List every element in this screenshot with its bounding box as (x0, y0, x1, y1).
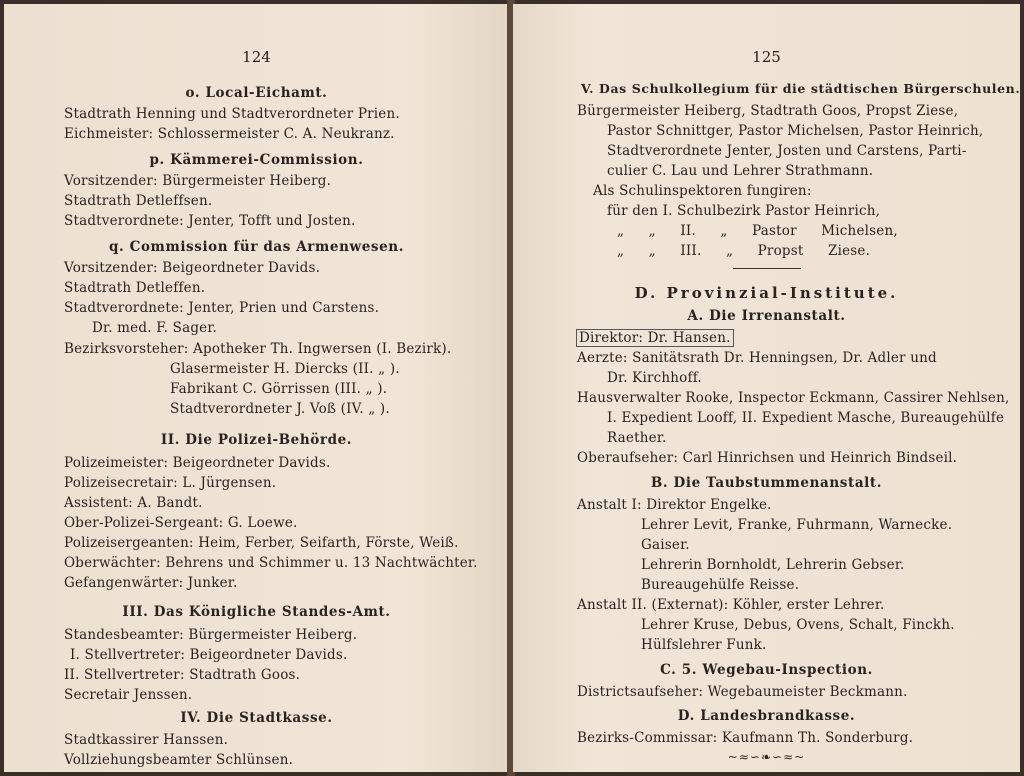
text-line: Raether. (607, 430, 667, 446)
text-line: „ „ II. „ Pastor Michelsen, (617, 223, 898, 239)
highlighted-text: Direktor: Dr. Hansen. (579, 330, 731, 346)
text-line: Eichmeister: Schlossermeister C. A. Neukranz. (64, 126, 395, 142)
text-line: Assistent: A. Bandt. (64, 495, 203, 511)
text-line: Hausverwalter Rooke, Inspector Eckmann, Cassirer Nehlsen, (577, 390, 1010, 406)
text-line: II. Stellvertreter: Stadtrath Goos. (64, 667, 301, 683)
text-line: Dr. med. F. Sager. (92, 320, 218, 336)
text-line: Lehrerin Bornholdt, Lehrerin Gebser. (641, 557, 905, 573)
text-line: Gefangenwärter: Junker. (64, 575, 238, 591)
text-line: Stadtrath Detleffen. (64, 280, 206, 296)
text-line: Secretair Jenssen. (64, 687, 193, 703)
section-title-p: p. Kämmerei-Commission. (149, 152, 364, 168)
text-line: Pastor Schnittger, Pastor Michelsen, Pastor Heinrich, (607, 123, 984, 139)
text-line: Stadtverordnete: Jenter, Tofft und Josten. (64, 213, 356, 229)
section-title-ii: II. Die Polizei-Behörde. (160, 432, 353, 448)
page-number-left: 124 (242, 48, 271, 66)
subsection-title-c: C. 5. Wegebau-Inspection. (660, 662, 873, 678)
section-title-iv: IV. Die Stadtkasse. (180, 710, 333, 726)
section-title-iii: III. Das Königliche Standes-Amt. (122, 604, 391, 620)
text-line: Gaiser. (641, 537, 690, 553)
text-line: Standesbeamter: Bürgermeister Heiberg. (64, 627, 358, 643)
page-number-right: 125 (752, 48, 781, 66)
text-line: Oberaufseher: Carl Hinrichsen und Heinrich Bindseil. (577, 450, 958, 466)
text-line: Vorsitzender: Bürgermeister Heiberg. (64, 173, 332, 189)
subsection-title-d: D. Landesbrandkasse. (677, 708, 856, 724)
text-line: für den I. Schulbezirk Pastor Heinrich, (607, 203, 881, 219)
text-line: Anstalt II. (Externat): Köhler, erster Lehrer. (577, 597, 885, 613)
text-line: Oberwächter: Behrens und Schimmer u. 13 Nachtwächter. (64, 555, 478, 571)
text-line: Districtsaufseher: Wegebaumeister Beckmann. (577, 684, 908, 700)
text-line: Stadtrath Henning und Stadtverordneter Prien. (64, 106, 400, 122)
text-line (577, 329, 733, 347)
divider (733, 268, 801, 269)
text-line: Fabrikant C. Görrissen (III. „ ). (170, 381, 388, 397)
text-line: Vollziehungsbeamter Schlünsen. (64, 752, 294, 768)
subsection-title-a: A. Die Irrenanstalt. (687, 308, 846, 324)
text-line: „ „ III. „ Propst Ziese. (617, 243, 871, 259)
text-line: culier C. Lau und Lehrer Strathmann. (607, 163, 874, 179)
text-line: I. Stellvertreter: Beigeordneter Davids. (70, 647, 348, 663)
text-line: Ober-Polizei-Sergeant: G. Loewe. (64, 515, 298, 531)
text-line: Lehrer Levit, Franke, Fuhrmann, Warnecke. (641, 517, 953, 533)
subsection-title-b: B. Die Taubstummenanstalt. (650, 475, 883, 491)
section-title-provinzial: D. Provinzial-Institute. (634, 284, 899, 302)
text-line: Lehrer Kruse, Debus, Ovens, Schalt, Finckh. (641, 617, 955, 633)
text-line: Als Schulinspektoren fungiren: (593, 183, 812, 199)
text-line: Polizeisecretair: L. Jürgensen. (64, 475, 277, 491)
text-line: Bürgermeister Heiberg, Stadtrath Goos, Propst Ziese, (577, 103, 959, 119)
text-line: Glasermeister H. Diercks (II. „ ). (170, 361, 400, 377)
text-line: Bezirksvorsteher: Apotheker Th. Ingwersen (I. Bezirk). (64, 341, 452, 357)
section-title-v: V. Das Schulkollegium für die städtischen Bürgerschulen. (581, 81, 1021, 96)
text-line: Dr. Kirchhoff. (607, 370, 702, 386)
text-line: Aerzte: Sanitätsrath Dr. Henningsen, Dr. Adler und (577, 350, 937, 366)
text-line: Stadtkassirer Hanssen. (64, 732, 229, 748)
ornament-divider: ~≈∽❧∽≈~ (727, 750, 806, 764)
text-line: Polizeisergeanten: Heim, Ferber, Seifarth, Förste, Weiß. (64, 535, 459, 551)
text-line: Bureaugehülfe Reisse. (641, 577, 800, 593)
text-line: Bezirks-Commissar: Kaufmann Th. Sonderburg. (577, 730, 914, 746)
text-line: Anstalt I: Direktor Engelke. (577, 497, 772, 513)
text-line: Vorsitzender: Beigeordneter Davids. (64, 260, 321, 276)
text-line: Stadtverordnete Jenter, Josten und Carstens, Parti- (607, 143, 967, 159)
section-title-q: q. Commission für das Armenwesen. (108, 239, 405, 255)
left-page (4, 4, 509, 772)
text-line: Stadtrath Detleffsen. (64, 193, 213, 209)
text-line: Stadtverordneter J. Voß (IV. „ ). (170, 401, 390, 417)
text-line: Stadtverordnete: Jenter, Prien und Carstens. (64, 300, 380, 316)
section-title-o: o. Local-Eichamt. (185, 85, 328, 101)
right-page (513, 4, 1020, 772)
text-line: Hülfslehrer Funk. (641, 637, 767, 653)
text-line: Polizeimeister: Beigeordneter Davids. (64, 455, 331, 471)
text-line: I. Expedient Looff, II. Expedient Masche, Bureaugehülfe (607, 410, 1005, 426)
